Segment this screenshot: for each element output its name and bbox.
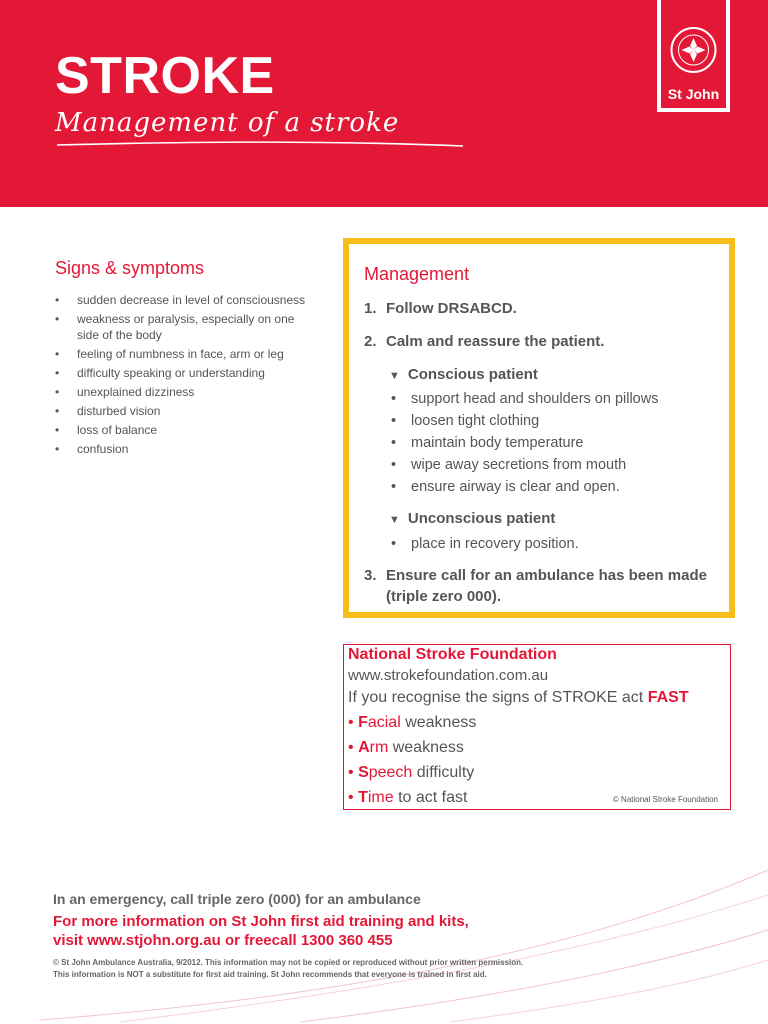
step-text: Follow DRSABCD. bbox=[386, 300, 517, 317]
triangle-down-icon: ▼ bbox=[389, 514, 400, 526]
signs-list bbox=[55, 292, 315, 460]
list-item: • loosen tight clothing bbox=[389, 410, 658, 432]
list-item: • ensure airway is clear and open. bbox=[389, 476, 658, 498]
bullet: • bbox=[348, 739, 354, 756]
header-banner bbox=[0, 0, 768, 207]
step-text: Ensure call for an ambulance has been made (triple zero 000). bbox=[386, 567, 707, 605]
st-john-logo bbox=[657, 0, 730, 112]
subtitle-underline bbox=[55, 136, 475, 152]
management-heading: Management bbox=[364, 264, 470, 284]
list-item: • weakness or paralysis, especially on one side of the body bbox=[55, 311, 315, 343]
list-item: • disturbed vision bbox=[55, 403, 315, 419]
fast-word: acial bbox=[367, 714, 401, 731]
disclaimer-line-2: This information is NOT a substitute for first aid training. St John recommends that everyone is trained in first aid. bbox=[53, 970, 487, 979]
fast-letter: F bbox=[358, 714, 368, 731]
more-info-line-2: visit www.stjohn.org.au or freecall 1300 360 455 bbox=[53, 932, 393, 949]
conscious-patient-heading bbox=[389, 366, 538, 383]
emergency-line: In an emergency, call triple zero (000) for an ambulance bbox=[53, 891, 421, 907]
list-item: • place in recovery position. bbox=[389, 533, 579, 555]
conscious-label: Conscious patient bbox=[407, 366, 538, 383]
unconscious-list bbox=[389, 533, 579, 555]
nsf-lead bbox=[348, 689, 689, 707]
nsf-heading: National Stroke Foundation bbox=[348, 646, 557, 663]
fast-letter: A bbox=[358, 739, 370, 756]
logo-text: St John bbox=[667, 86, 720, 102]
list-item: • feeling of numbness in face, arm or leg bbox=[55, 346, 315, 362]
more-info bbox=[53, 912, 573, 950]
list-item: • unexplained dizziness bbox=[55, 384, 315, 400]
list-item: • sudden decrease in level of consciousness bbox=[55, 292, 315, 308]
management-step-2 bbox=[364, 331, 714, 352]
page-title: STROKE bbox=[55, 47, 275, 105]
unconscious-patient-heading bbox=[389, 510, 555, 527]
fast-letter: S bbox=[358, 764, 369, 781]
bullet: • bbox=[348, 714, 354, 731]
nsf-url[interactable]: www.strokefoundation.com.au bbox=[348, 667, 549, 684]
page-subtitle: Management of a stroke bbox=[55, 108, 400, 138]
list-item: • loss of balance bbox=[55, 422, 315, 438]
list-item: • difficulty speaking or understanding bbox=[55, 365, 315, 381]
fast-word: peech bbox=[368, 764, 413, 781]
list-item: • maintain body temperature bbox=[389, 432, 658, 454]
fast-item-arm bbox=[348, 739, 464, 757]
fast-rest: to act fast bbox=[393, 789, 468, 806]
fast-item-face bbox=[348, 714, 476, 732]
more-info-line-1: For more information on St John first aid training and kits, bbox=[53, 913, 469, 930]
bullet: • bbox=[348, 789, 354, 806]
management-step-3 bbox=[364, 565, 736, 607]
list-item: • confusion bbox=[55, 441, 315, 457]
maltese-cross-icon bbox=[666, 18, 721, 78]
fast-rest: weakness bbox=[400, 714, 477, 731]
management-step-1 bbox=[364, 298, 714, 319]
fast-rest: difficulty bbox=[412, 764, 475, 781]
list-item: • support head and shoulders on pillows bbox=[389, 388, 658, 410]
disclaimer bbox=[53, 957, 653, 981]
triangle-down-icon: ▼ bbox=[389, 370, 400, 382]
step-number: 1. bbox=[364, 300, 377, 317]
management-box bbox=[343, 238, 735, 618]
conscious-list bbox=[389, 388, 658, 498]
fast-letter: T bbox=[358, 789, 368, 806]
bullet: • bbox=[348, 764, 354, 781]
fast-emphasis: FAST bbox=[647, 689, 689, 706]
fast-item-speech bbox=[348, 764, 474, 782]
fast-item-time bbox=[348, 789, 467, 807]
step-number: 2. bbox=[364, 333, 377, 350]
nsf-copyright: © National Stroke Foundation bbox=[612, 795, 718, 804]
nsf-lead-text: If you recognise the signs of STROKE act bbox=[348, 689, 648, 706]
step-text: Calm and reassure the patient. bbox=[386, 333, 605, 350]
fast-rest: weakness bbox=[388, 739, 464, 756]
unconscious-label: Unconscious patient bbox=[407, 510, 556, 527]
fast-word: rm bbox=[369, 739, 389, 756]
disclaimer-line-1: © St John Ambulance Australia, 9/2012. This information may not be copied or reproduced without prior written permission. bbox=[53, 958, 524, 967]
fast-word: ime bbox=[367, 789, 394, 806]
signs-symptoms-heading: Signs & symptoms bbox=[55, 258, 205, 278]
list-item: • wipe away secretions from mouth bbox=[389, 454, 658, 476]
step-number: 3. bbox=[364, 567, 377, 584]
stroke-foundation-box bbox=[343, 644, 731, 810]
